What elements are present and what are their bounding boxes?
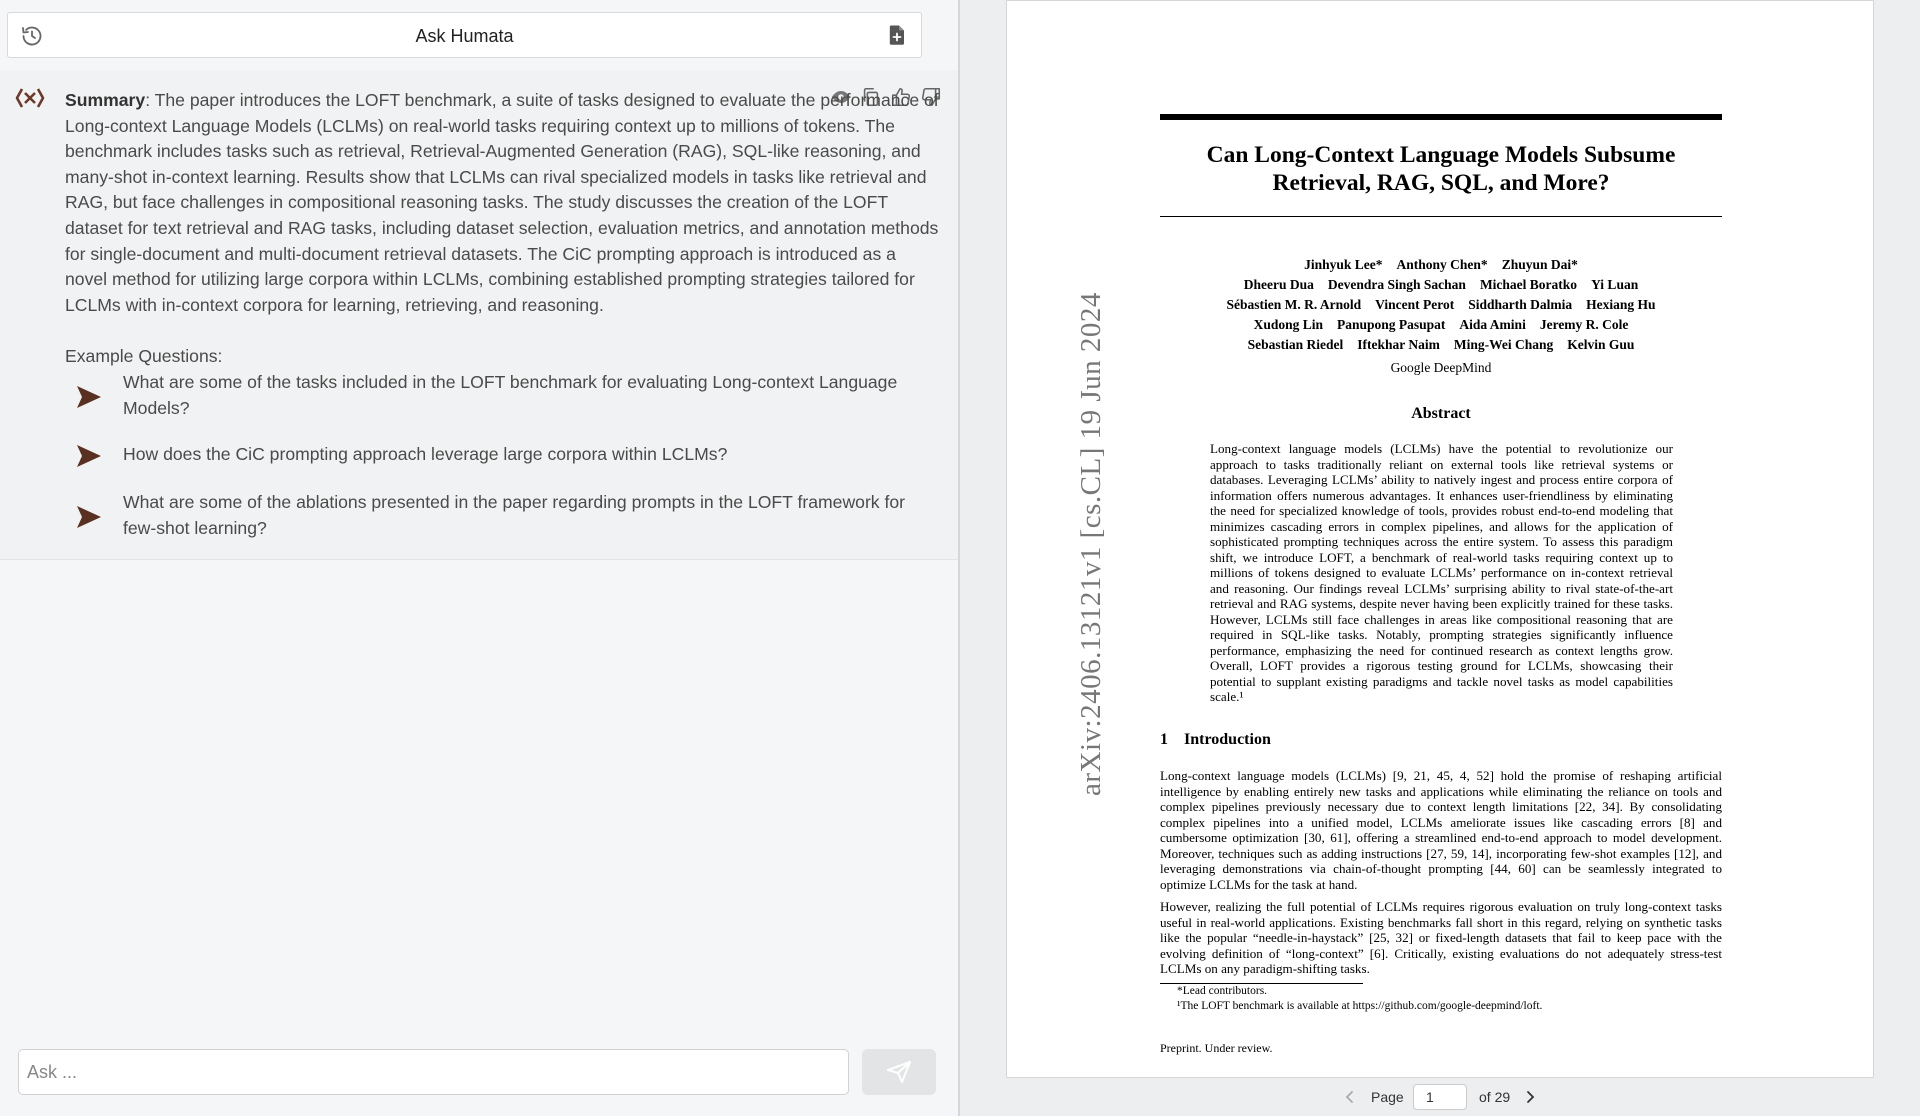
- author: Sébastien M. R. Arnold: [1226, 297, 1362, 312]
- author: Iftekhar Naim: [1357, 337, 1440, 352]
- author-line: [1160, 255, 1722, 275]
- example-question-1[interactable]: [65, 370, 945, 424]
- author: Jinhyuk Lee*: [1304, 257, 1383, 272]
- example-question-text: How does the CiC prompting approach leverage large corpora within LCLMs?: [123, 444, 728, 464]
- ask-field: [18, 1049, 849, 1095]
- summary-text: [65, 88, 940, 318]
- paper-title: Can Long-Context Language Models Subsume Retrieval, RAG, SQL, and More?: [1206, 142, 1676, 196]
- section-heading: 1 Introduction: [1160, 731, 1271, 748]
- author: Aida Amini: [1459, 317, 1526, 332]
- abstract-heading: Abstract: [1411, 405, 1471, 422]
- affiliation: Google DeepMind: [1390, 360, 1492, 375]
- summary-label: Summary: [65, 90, 146, 110]
- send-arrow-icon: [75, 443, 103, 469]
- summary-message: [0, 70, 958, 560]
- example-question-text: What are some of the ablations presented in the paper regarding prompts in the LOFT framework for few-shot learning?: [123, 492, 906, 538]
- example-question-3[interactable]: [65, 490, 945, 544]
- chat-panel: [0, 0, 958, 1116]
- author: Anthony Chen*: [1396, 257, 1488, 272]
- page-number-input[interactable]: [1413, 1084, 1467, 1110]
- author-line: [1160, 295, 1722, 315]
- ask-input[interactable]: [19, 1050, 848, 1094]
- author-line: [1160, 315, 1722, 335]
- pdf-viewer: [960, 0, 1920, 1116]
- author-line: [1160, 275, 1722, 295]
- new-document-icon[interactable]: [885, 23, 909, 47]
- arxiv-identifier: arXiv:2406.13121v1 [cs.CL] 19 Jun 2024: [1075, 292, 1107, 796]
- author: Zhuyun Dai*: [1501, 257, 1578, 272]
- pdf-page: [1006, 0, 1874, 1078]
- author: Kelvin Guu: [1567, 337, 1635, 352]
- page-total: of 29: [1479, 1089, 1511, 1105]
- summary-body: : The paper introduces the LOFT benchmark, a suite of tasks designed to evaluate the performance of Long-context Language Models (LCLMs) on real-world tasks requiring context up to millions of tokens. The benchmark includes tasks such as retrieval, Retrieval-Augmented Generation (RAG), SQL-like reasoning, and many-shot in-context learning. Results show that LCLMs can rival specialized models in tasks like retrieval and RAG, but face challenges in compositional reasoning tasks. The study discusses the creation of the LOFT dataset for text retrieval and RAG tasks, including dataset selection, evaluation metrics, and annotation methods for single-document and multi-document retrieval datasets. The CiC prompting approach is introduced as a novel method for utilizing large corpora within LCLMs, combining established prompting strategies tailored for LCLMs with in-context corpora for learning, retrieving, and reasoning.: [65, 90, 939, 315]
- author: Xudong Lin: [1253, 317, 1323, 332]
- humata-logo-icon: [15, 87, 45, 109]
- author: Sebastian Riedel: [1247, 337, 1344, 352]
- page-label: Page: [1371, 1089, 1404, 1105]
- author-list: [1160, 255, 1722, 355]
- page-navigation: [960, 1078, 1920, 1116]
- intro-paragraph-2: However, realizing the full potential of LCLMs requires rigorous evaluation on truly long-context tasks useful in real-world applications. Existing benchmarks fall short in this regard, relying on synthetic tasks like the popular “needle-in-haystack” [25, 32] or fixed-length datasets that fail to keep pace with the evolving definition of “long-context” [6]. Critically, existing evaluations do not adequately stress-test LCLMs on any paradigm-shifting tasks.: [1160, 899, 1722, 976]
- footnote-2: ¹The LOFT benchmark is available at https://github.com/google-deepmind/loft.: [1177, 1000, 1543, 1012]
- send-button[interactable]: [862, 1049, 936, 1095]
- example-question-2[interactable]: [65, 442, 945, 470]
- author: Panupong Pasupat: [1337, 317, 1446, 332]
- author: Hexiang Hu: [1586, 297, 1656, 312]
- example-questions-label: Example Questions:: [65, 346, 223, 366]
- author: Siddharth Dalmia: [1468, 297, 1573, 312]
- author: Yi Luan: [1591, 277, 1639, 292]
- author: Ming-Wei Chang: [1453, 337, 1554, 352]
- footnote-1: *Lead contributors.: [1177, 985, 1268, 997]
- chevron-right-icon[interactable]: [1522, 1089, 1538, 1105]
- author: Michael Boratko: [1479, 277, 1578, 292]
- author: Devendra Singh Sachan: [1327, 277, 1466, 292]
- preprint-note: Preprint. Under review.: [1160, 1041, 1273, 1055]
- intro-paragraph-1: Long-context language models (LCLMs) [9, 21, 45, 4, 52] hold the promise of reshaping artificial intelligence by enabling entirely new tasks and applications while eliminating the reliance on tools and complex pipelines previously necessary due to context length limitations [22, 34]. By consolidating complex pipelines into a unified model, LCLMs ameliorate issues like cascading errors [8] and cumbersome optimization [30, 61], offering a streamlined end-to-end approach to model development. Moreover, techniques such as adding instructions [27, 59, 14], incorporating few-shot examples [12], and leveraging demonstrations via chain-of-thought prompting [44, 60] can be seamlessly integrated to optimize LCLMs for the task at hand.: [1160, 768, 1722, 892]
- author: Vincent Perot: [1375, 297, 1455, 312]
- chat-header: [7, 12, 922, 58]
- example-question-text: What are some of the tasks included in the LOFT benchmark for evaluating Long-context Language Models?: [123, 372, 898, 418]
- chevron-left-icon[interactable]: [1342, 1089, 1358, 1105]
- author: Jeremy R. Cole: [1539, 317, 1629, 332]
- title-rule-bottom: [1160, 216, 1722, 217]
- footnote-rule: [1160, 983, 1363, 984]
- send-arrow-icon: [75, 384, 103, 410]
- abstract-text: Long-context language models (LCLMs) have the potential to revolutionize our approach to tasks traditionally reliant on external tools like retrieval systems or databases. Leveraging LCLMs’ ability to natively ingest and process entire corpora of information offers numerous advantages. It enhances user-friendliness by eliminating the need for specialized knowledge of tools, provides robust end-to-end modeling that minimizes cascading errors in complex pipelines, and allows for the application of sophisticated prompting techniques across the entire system. To assess this paradigm shift, we introduce LOFT, a benchmark of real-world tasks requiring context up to millions of tokens designed to evaluate LCLMs’ performance on in-context retrieval and reasoning. Our findings reveal LCLMs’ surprising ability to rival state-of-the-art retrieval and RAG systems, despite never having been explicitly trained for these tasks. However, LCLMs still face challenges in areas like compositional reasoning that are required in SQL-like tasks. Notably, prompting strategies significantly influence performance, emphasizing the need for continued research as context lengths grow. Overall, LOFT provides a rigorous testing ground for LCLMs, showcasing their potential to supplant existing paradigms and tackle novel tasks as model capabilities scale.¹: [1210, 441, 1673, 704]
- author: Dheeru Dua: [1243, 277, 1314, 292]
- chat-title: Ask Humata: [415, 26, 514, 46]
- send-arrow-icon: [75, 504, 103, 530]
- author-line: [1160, 335, 1722, 355]
- title-rule-top: [1160, 114, 1722, 120]
